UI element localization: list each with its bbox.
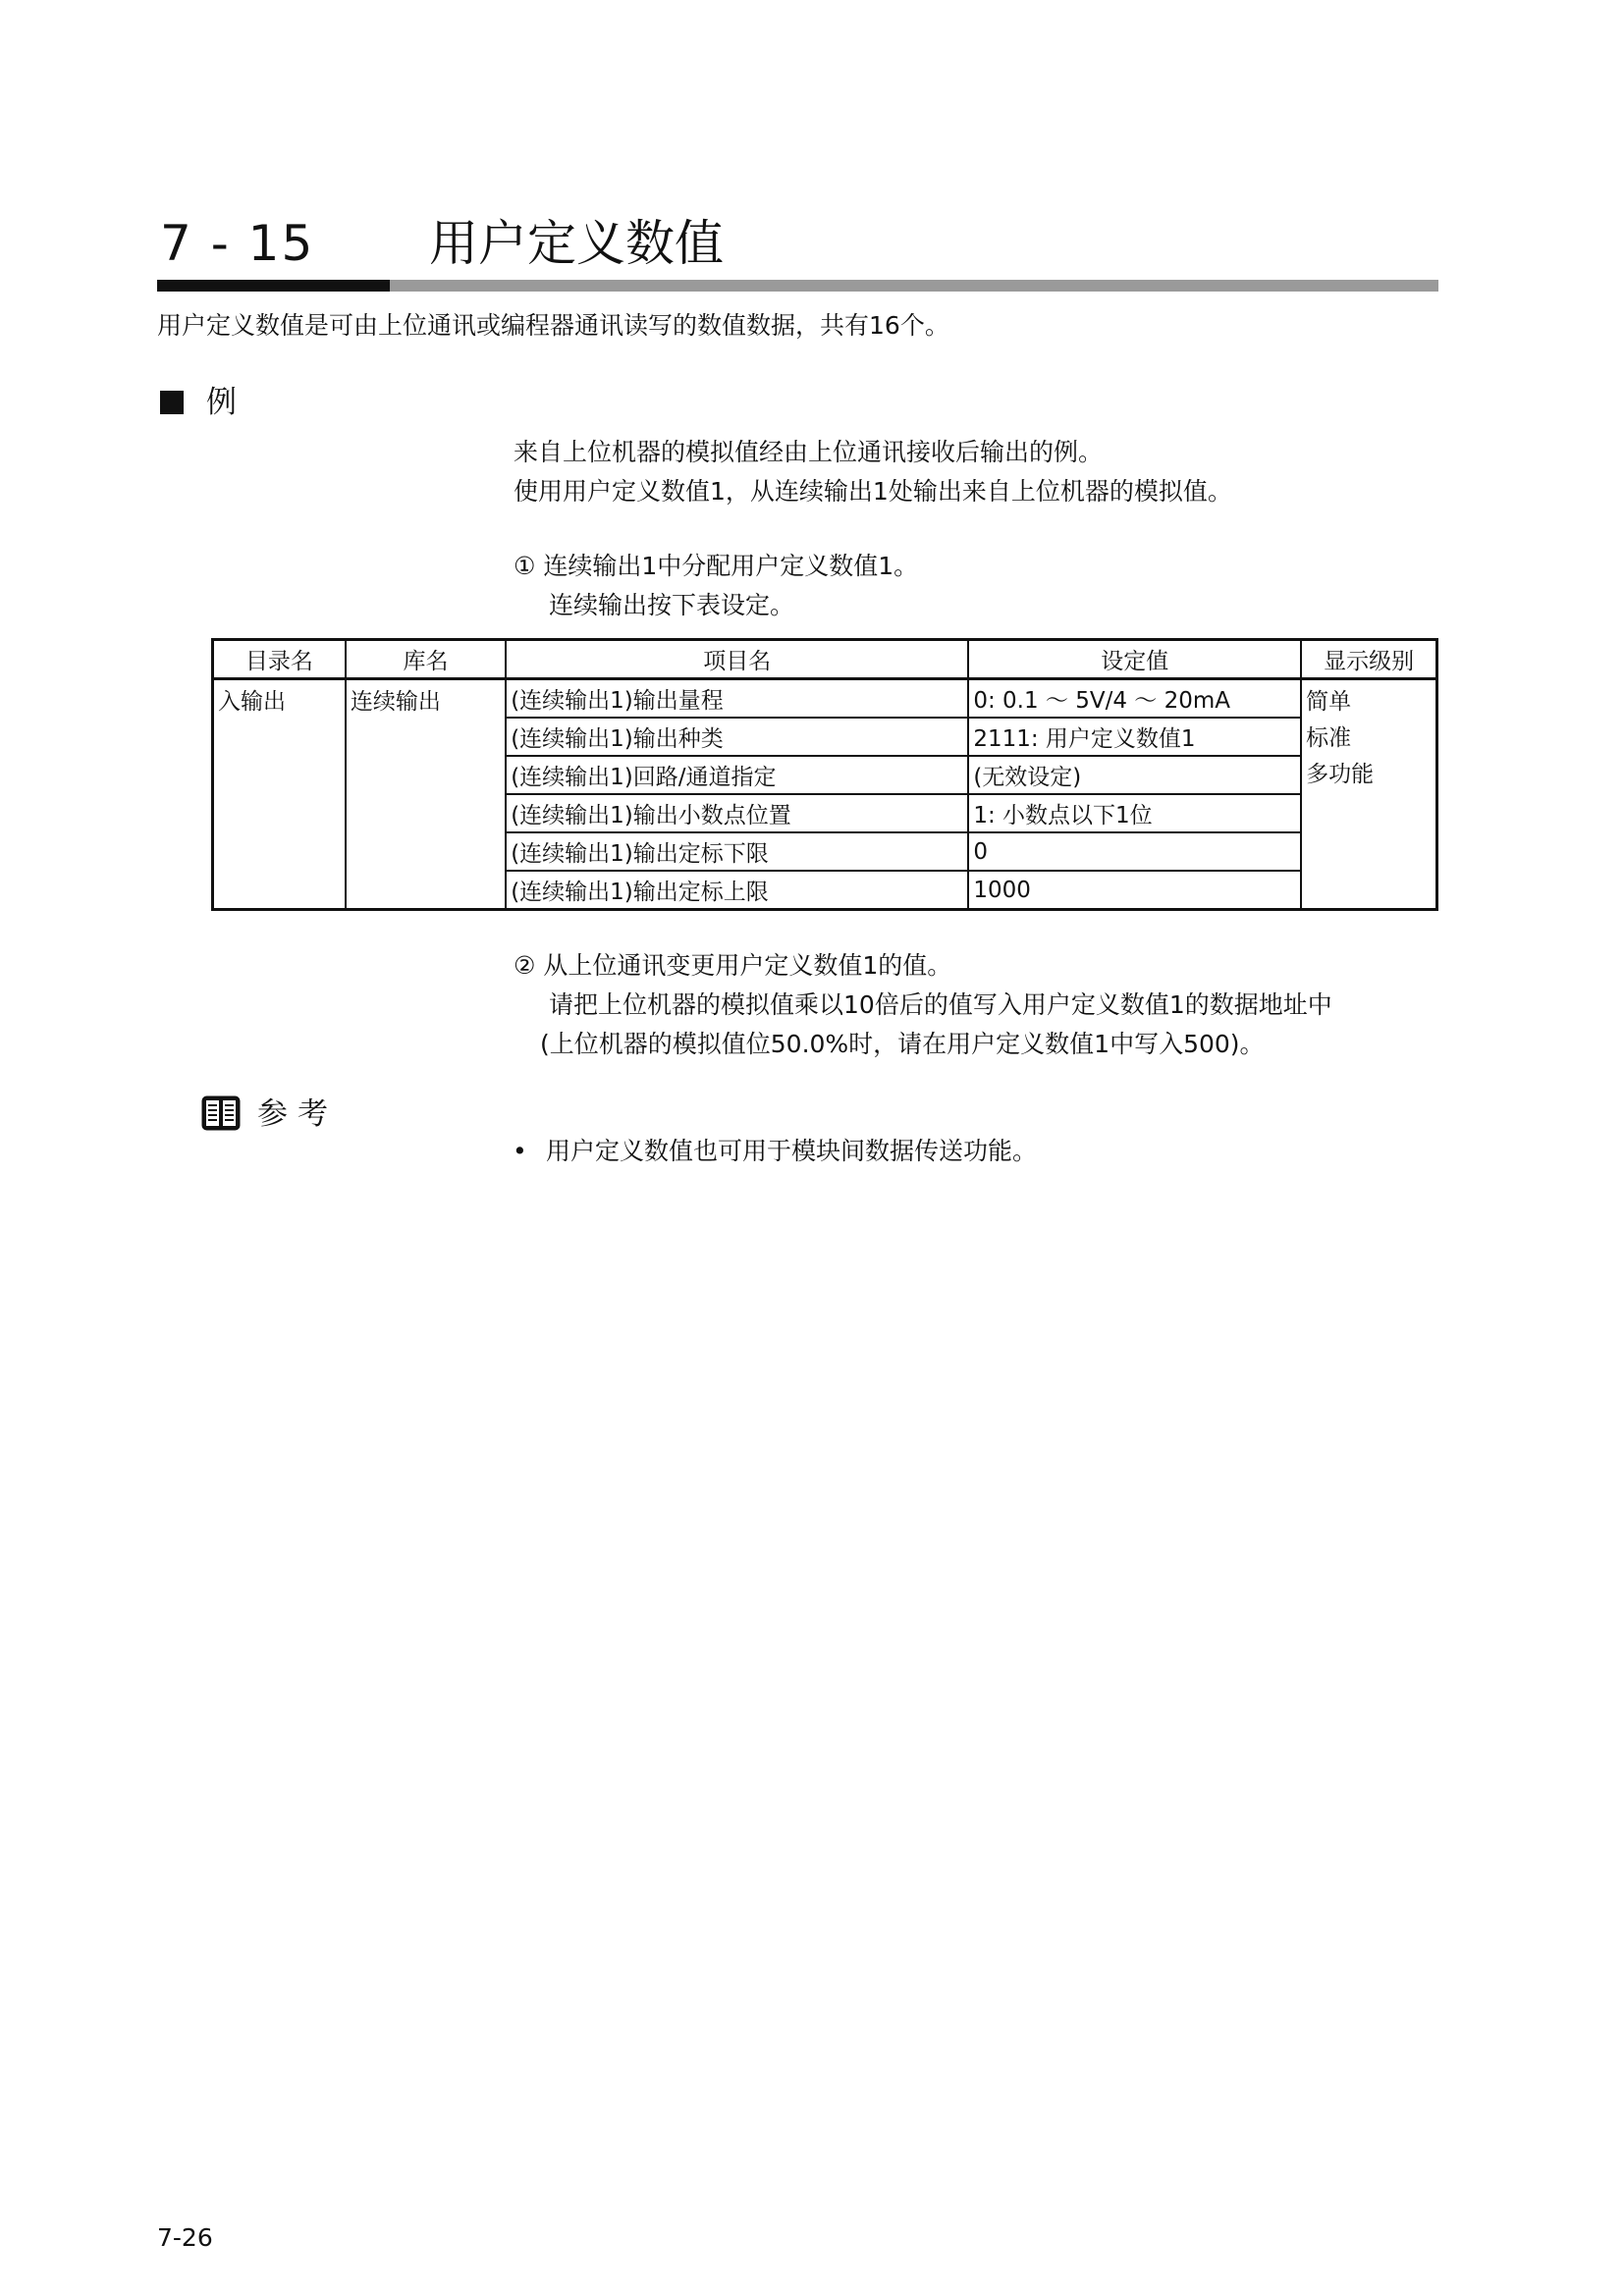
bullet-dot: • (513, 1137, 527, 1165)
header-item: 项目名 (506, 640, 968, 679)
table-row (213, 679, 1437, 719)
value-cell: 2111: 用户定义数值1 (968, 718, 1301, 756)
value-cell: 1: 小数点以下1位 (968, 794, 1301, 832)
section-number: 7 - 15 (160, 215, 315, 272)
example-heading: 例 (206, 385, 237, 420)
value-cell: 1000 (968, 871, 1301, 910)
page-number: 7-26 (157, 2223, 213, 2252)
section-title: 用户定义数值 (429, 215, 724, 272)
level-multi: 多功能 (1306, 762, 1375, 787)
step2-line-2: 请把上位机器的模拟值乘以10倍后的值写入用户定义数值1的数据地址中 (549, 990, 1332, 1019)
header-library: 库名 (346, 640, 506, 679)
level-standard: 标准 (1306, 725, 1352, 751)
reference-label: 参考 (257, 1096, 338, 1132)
header-value: 设定值 (968, 640, 1301, 679)
catalog-cell: 入输出 (213, 679, 346, 910)
settings-table (211, 638, 1438, 911)
square-bullet-icon (160, 391, 184, 414)
step1-line-1: ① 连续输出1中分配用户定义数值1。 (514, 552, 919, 580)
step2-line-1: ② 从上位通讯变更用户定义数值1的值。 (514, 951, 952, 980)
item-cell: (连续输出1)输出种类 (506, 718, 968, 756)
library-cell: 连续输出 (346, 679, 506, 910)
step1-line-2: 连续输出按下表设定。 (549, 591, 795, 619)
item-cell: (连续输出1)输出定标上限 (506, 871, 968, 910)
item-cell: (连续输出1)输出定标下限 (506, 832, 968, 871)
heading-rule-black (157, 280, 390, 292)
book-icon (200, 1095, 242, 1132)
level-cell (1301, 679, 1436, 910)
value-cell: 0 (968, 832, 1301, 871)
level-simple: 简单 (1306, 689, 1352, 715)
item-cell: (连续输出1)输出小数点位置 (506, 794, 968, 832)
step2-line-3: (上位机器的模拟值位50.0%时，请在用户定义数值1中写入500)。 (540, 1030, 1265, 1058)
intro-text: 用户定义数值是可由上位通讯或编程器通讯读写的数值数据，共有16个。 (157, 311, 949, 340)
header-catalog: 目录名 (213, 640, 346, 679)
reference-bullet-1: 用户定义数值也可用于模块间数据传送功能。 (546, 1137, 1038, 1165)
table-header-row (213, 640, 1437, 679)
item-cell: (连续输出1)回路/通道指定 (506, 756, 968, 794)
value-cell: 0: 0.1 ～ 5V/4 ～ 20mA (968, 679, 1301, 719)
item-cell: (连续输出1)输出量程 (506, 679, 968, 719)
value-cell: (无效设定) (968, 756, 1301, 794)
example-line-2: 使用用户定义数值1，从连续输出1处输出来自上位机器的模拟值。 (514, 477, 1232, 506)
header-level: 显示级别 (1301, 640, 1436, 679)
heading-rule-gray (390, 280, 1438, 292)
example-line-1: 来自上位机器的模拟值经由上位通讯接收后输出的例。 (514, 438, 1104, 466)
